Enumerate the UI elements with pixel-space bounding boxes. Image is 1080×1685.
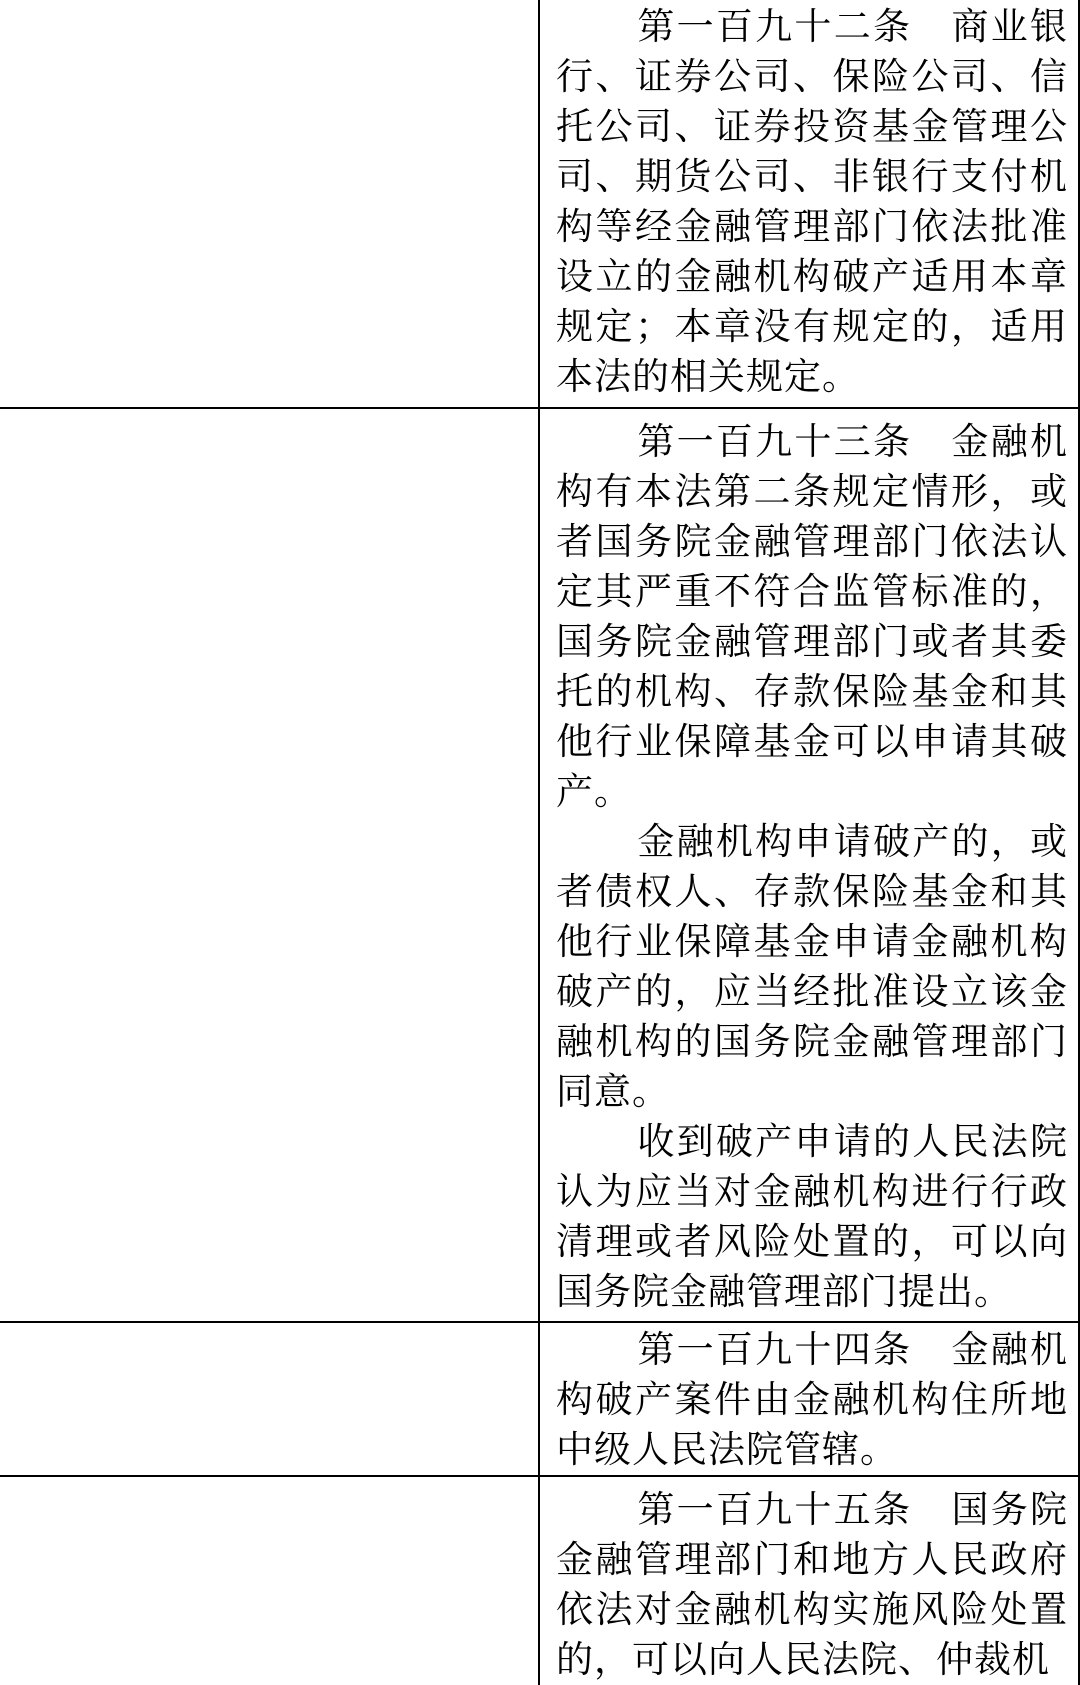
table-row — [0, 0, 1079, 408]
article-paragraph: 收到破产申请的人民法院认为应当对金融机构进行行政清理或者风险处置的，可以向国务院金融管理部门提出。 — [556, 1120, 1068, 1313]
article-192 — [540, 0, 1078, 402]
left-cell — [0, 1476, 539, 1685]
left-cell — [0, 408, 539, 1322]
left-cell-text — [0, 1323, 538, 1325]
left-cell-text — [0, 0, 538, 2]
article-194 — [540, 1323, 1078, 1475]
article-paragraph: 第一百九十三条 金融机构有本法第二条规定情形，或者国务院金融管理部门依法认定其严重不符合监管标准的，国务院金融管理部门或者其委托的机构、存款保险基金和其他行业保障基金可以申请其破产。 — [556, 420, 1068, 813]
article-195 — [540, 1477, 1078, 1685]
table-row — [0, 1476, 1079, 1685]
right-cell — [539, 0, 1079, 408]
table-row — [0, 1322, 1079, 1476]
left-cell — [0, 0, 539, 408]
right-cell — [539, 1322, 1079, 1476]
article-paragraph: 第一百九十五条 国务院金融管理部门和地方人民政府依法对金融机构实施风险处置的，可以向人民法院、仲裁机 — [556, 1488, 1068, 1681]
article-paragraph: 第一百九十二条 商业银行、证券公司、保险公司、信托公司、证券投资基金管理公司、期货公司、非银行支付机构等经金融管理部门依法批准设立的金融机构破产适用本章规定；本章没有规定的，适用本法的相关规定。 — [556, 5, 1068, 398]
table-row — [0, 408, 1079, 1322]
article-paragraph: 金融机构申请破产的，或者债权人、存款保险基金和其他行业保障基金申请金融机构破产的，应当经批准设立该金融机构的国务院金融管理部门同意。 — [556, 820, 1068, 1113]
right-cell — [539, 1476, 1079, 1685]
left-cell-text — [0, 1477, 538, 1485]
right-cell — [539, 408, 1079, 1322]
left-cell-text — [0, 409, 538, 417]
article-paragraph: 第一百九十四条 金融机构破产案件由金融机构住所地中级人民法院管辖。 — [556, 1328, 1068, 1471]
left-cell — [0, 1322, 539, 1476]
article-193 — [540, 409, 1078, 1317]
